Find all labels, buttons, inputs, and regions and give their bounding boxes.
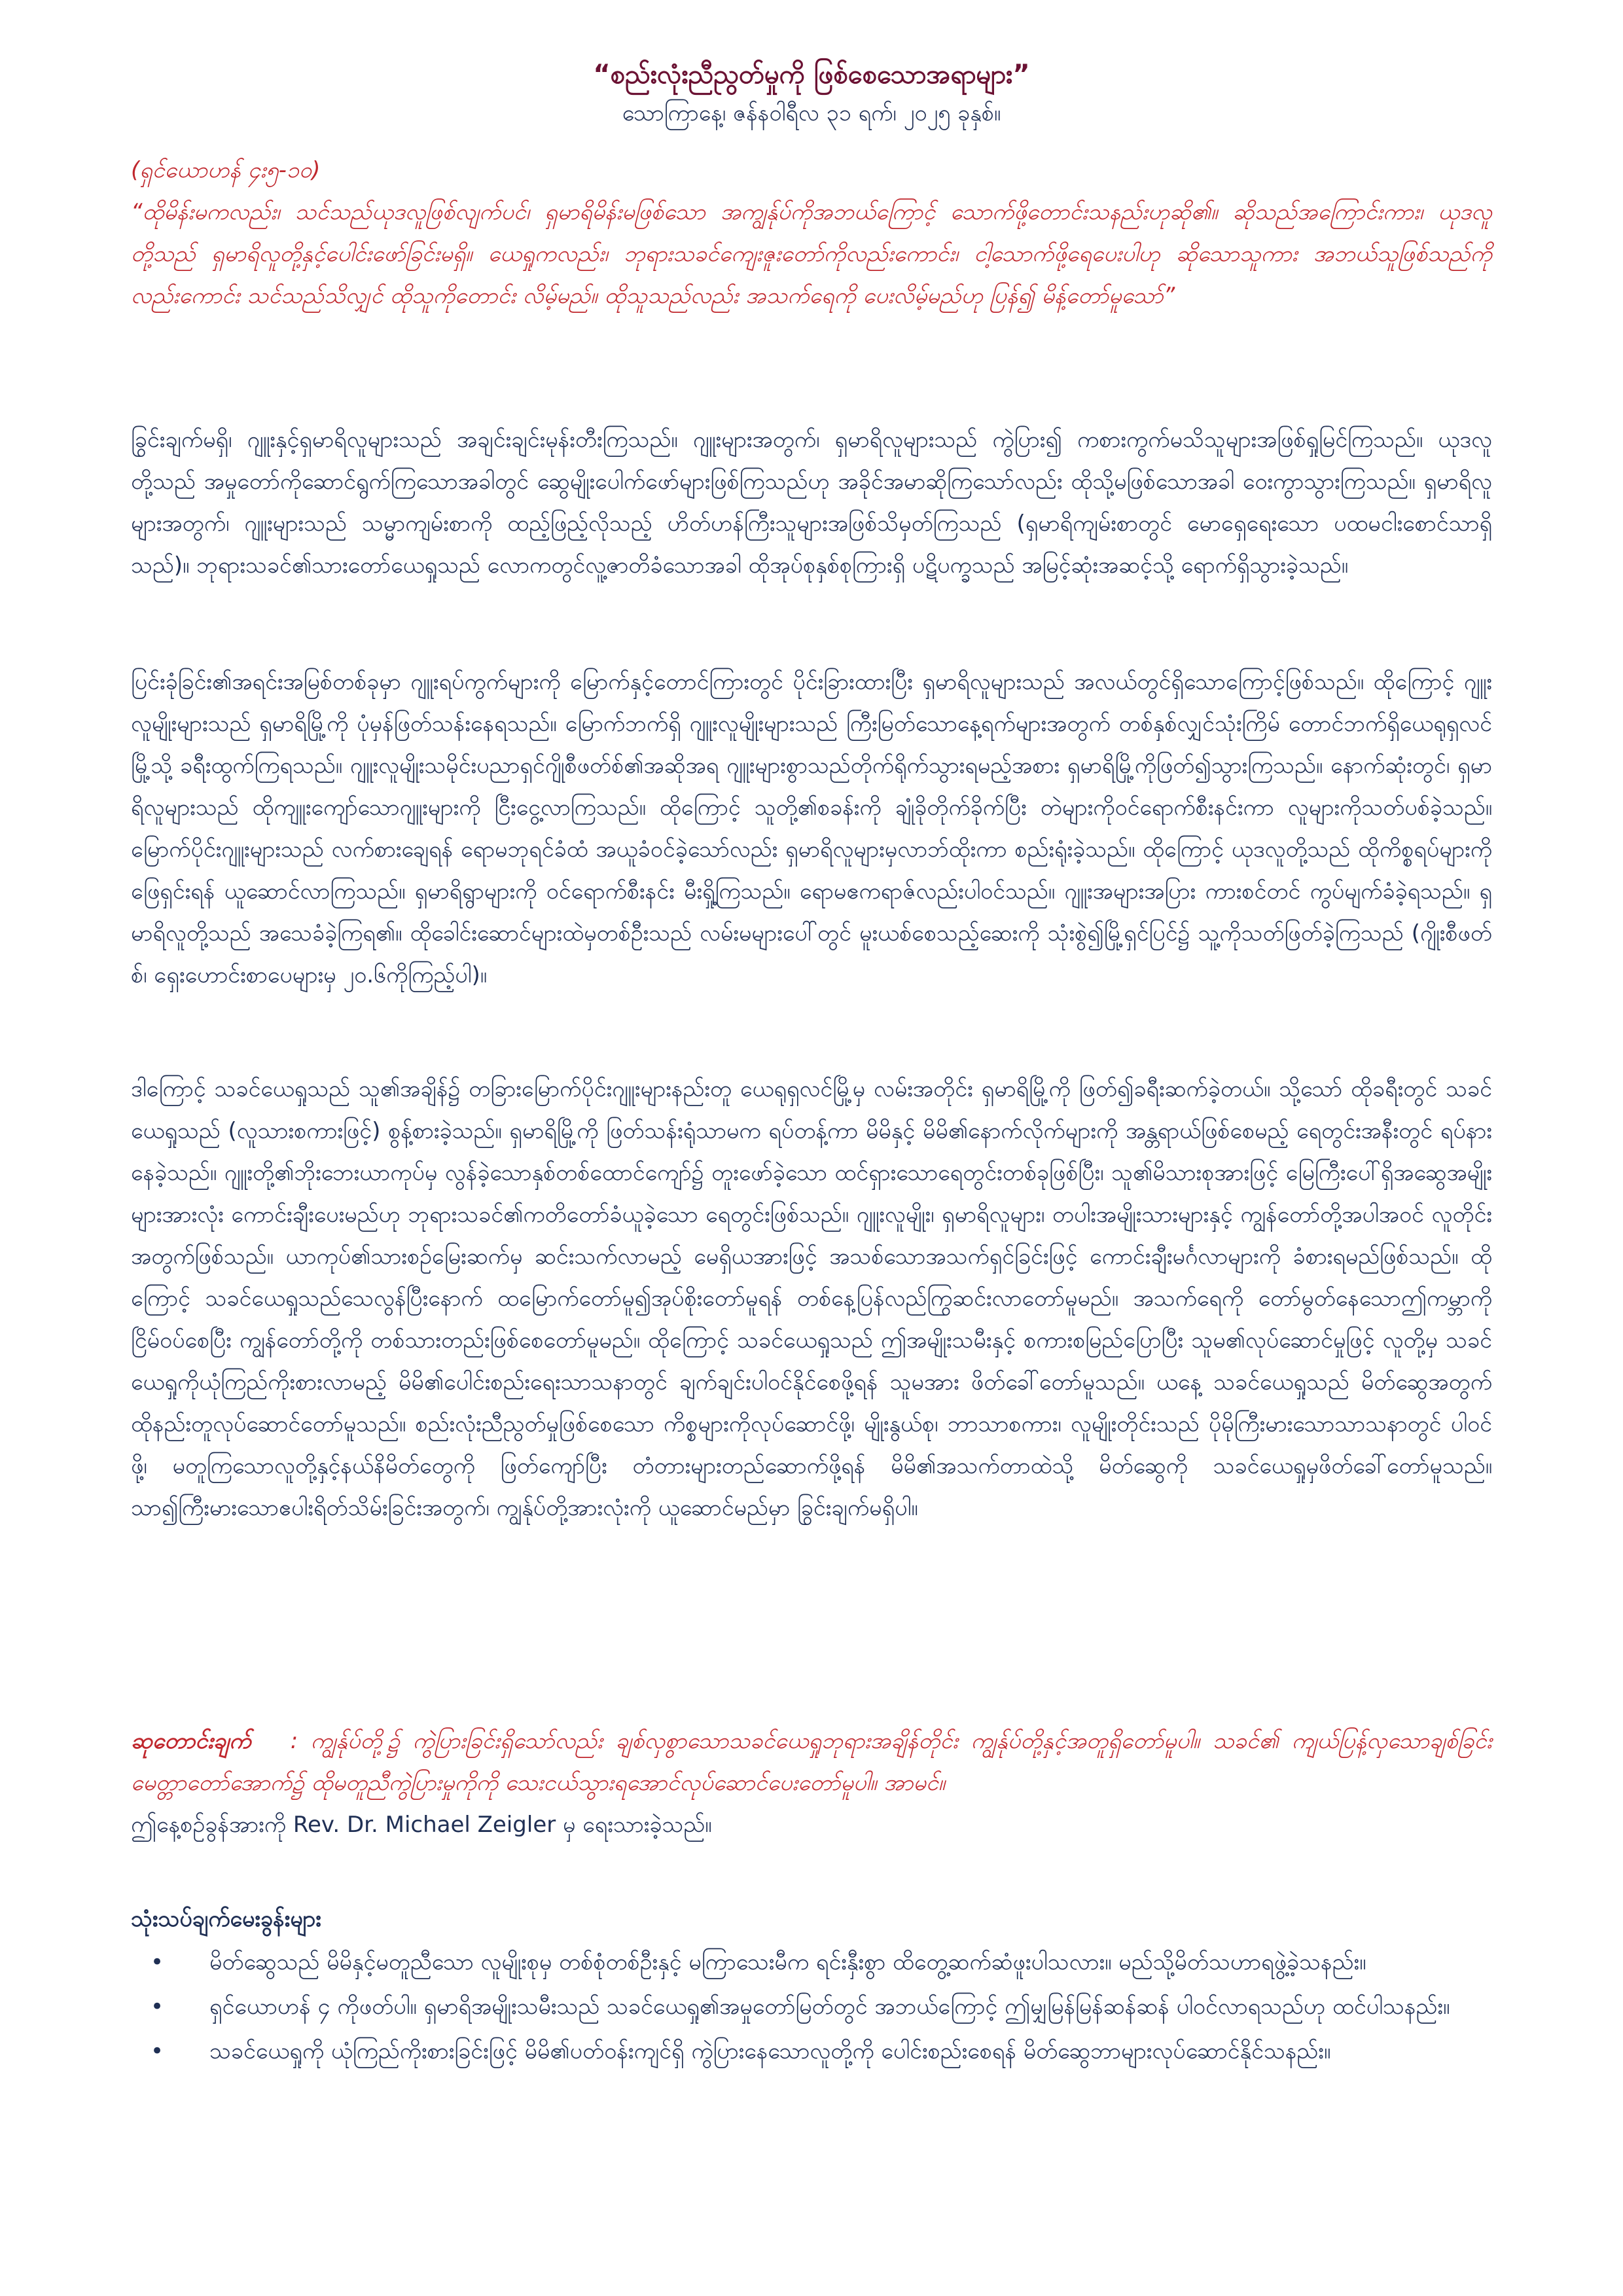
page-title: “စည်းလုံးညီညွတ်မှုကို ဖြစ်စေသောအရာများ” — [593, 60, 1030, 90]
question-text: သခင်ယေရှုကို ယုံကြည်ကိုးစားခြင်းဖြင့် မိမိ၏ပတ်ဝန်းကျင်ရှိ ကွဲပြားနေသောလူတို့ကို ပေါင်းစည်းစေရန် မိတ်ဆွေဘာများလုပ်ဆောင်နိုင်သနည်း။ — [209, 2038, 1331, 2064]
bullet-icon: • — [151, 1994, 164, 2020]
bullet-icon: • — [151, 2038, 164, 2064]
prayer-section — [131, 1720, 1492, 1804]
list-item — [131, 1986, 1492, 2028]
list-item — [131, 2030, 1492, 2072]
author-line: ဤနေ့စဉ်ခွန်အားကို Rev. Dr. Michael Zeigler မှ ရေးသားခဲ့သည်။ — [131, 1812, 712, 1838]
body-paragraph-3: ဒါကြောင့် သခင်ယေရှုသည် သူ၏အချိန်၌ တခြားမြောက်ပိုင်းဂျူးများနည်းတူ ယေရုရှလင်မြို့မှ လမ်းအတိုင်း ရှမာရိမြို့ကို ဖြတ်၍ခရီးဆက်ခဲ့တယ်။ သို့သော် ထိုခရီးတွင် သခင်ယေရှုသည် (လူသားစကားဖြင့်) စွန့်စားခဲ့သည်။ ရှမာရိမြို့ကို ဖြတ်သန်းရုံသာမက ရပ်တန့်ကာ မိမိနှင့် မိမိ၏နောက်လိုက်များကို အန္တရာယ်ဖြစ်စေမည့် ရေတွင်းအနီးတွင် ရပ်နားနေခဲ့သည်။ ဂျူးတို့၏ဘိုးဘေးယာကုပ်မှ လွန်ခဲ့သောနှစ်တစ်ထောင်ကျော်၌ တူးဖော်ခဲ့သော ထင်ရှားသောရေတွင်းတစ်ခုဖြစ်ပြီး၊ သူ၏မိသားစုအားဖြင့် မြေကြီးပေါ်ရှိအဆွေအမျိုးများအားလုံး ကောင်းချီးပေးမည်ဟု ဘုရားသခင်၏ကတိတော်ခံယူခဲ့သော ရေတွင်းဖြစ်သည်။ ဂျူးလူမျိုး၊ ရှမာရိလူများ၊ တပါးအမျိုးသားများနှင့် ကျွန်တော်တို့အပါအဝင် လူတိုင်းအတွက်ဖြစ်သည်။ ယာကုပ်၏သားစဉ်မြေးဆက်မှ ဆင်းသက်လာမည့် မေရှိယအားဖြင့် အသစ်သောအသက်ရှင်ခြင်းဖြင့် ကောင်းချီးမင်္ဂလာများကို ခံစားရမည်ဖြစ်သည်။ ထိုကြောင့် သခင်ယေရှုသည်သေလွန်ပြီးနောက် ထမြောက်တော်မူ၍အုပ်စိုးတော်မူရန် တစ်နေ့ပြန်လည်ကြွဆင်းလာတော်မူမည်။ အသက်ရေကို တော်မွတ်နေသောဤကမ္ဘာကို ငြိမ်ဝပ်စေပြီး ကျွန်တော်တို့ကို တစ်သားတည်းဖြစ်စေတော်မူမည်။ ထိုကြောင့် သခင်ယေရှုသည် ဤအမျိုးသမီးနှင့် စကားစမြည်ပြောပြီး သူမ၏လုပ်ဆောင်မှုဖြင့် လူတို့မှ သခင်ယေရှုကိုယုံကြည်ကိုးစားလာမည့် မိမိ၏ပေါင်းစည်းရေးသာသနာတွင် ချက်ချင်းပါဝင်နိုင်စေဖို့ရန် သူမအား ဖိတ်ခေါ်တော်မူသည်။ ယနေ့ သခင်ယေရှုသည် မိတ်ဆွေအတွက် ထိုနည်းတူလုပ်ဆောင်တော်မူသည်။ စည်းလုံးညီညွတ်မှုဖြစ်စေသော ကိစ္စများကိုလုပ်ဆောင်ဖို့၊ မျိုးနွယ်စု၊ ဘာသာစကား၊ လူမျိုးတိုင်းသည် ပိုမိုကြီးမားသောသာသနာတွင် ပါဝင်ဖို့၊ မတူကြသောလူတို့နှင့်နယ်နိမိတ်တွေကို ဖြတ်ကျော်ပြီး တံတားများတည်ဆောက်ဖို့ရန် မိမိ၏အသက်တာထဲသို့ မိတ်ဆွေကို သခင်ယေရှုမှဖိတ်ခေါ်တော်မူသည်။ သာ၍ကြီးမားသောဧပါးရိတ်သိမ်းခြင်းအတွက်၊ ကျွန်ုပ်တို့အားလုံးကို ယူဆောင်မည်မှာ ခြွင်းချက်မရှိပါ။ — [131, 1076, 1492, 1521]
date-line: သောကြာနေ့၊ ဇန်နဝါရီလ ၃၁ ရက်၊ ၂၀၂၅ ခုနှစ်။ — [622, 100, 1001, 126]
question-text: မိတ်ဆွေသည် မိမိနှင့်မတူညီသော လူမျိုးစုမှ တစ်စုံတစ်ဦးနှင့် မကြာသေးမီက ရင်းနှီးစွာ ထိတွေ့ဆက်ဆံဖူးပါသလား။ မည်သို့မိတ်သဟာရဖွဲ့ခဲ့သနည်း။ — [209, 1949, 1366, 1975]
scripture-reference: (ရှင်ယောဟန် ၄း၅-၁၀) — [131, 157, 321, 183]
body-paragraph-1: ခြွင်းချက်မရှိ၊ ဂျူးနှင့်ရှမာရိလူများသည် အချင်းချင်းမုန်းတီးကြသည်။ ဂျူးများအတွက်၊ ရှမာရိလူများသည် ကွဲပြား၍ ကစားကွက်မသိသူများအဖြစ်ရှုမြင်ကြသည်။ ယုဒလူတို့သည် အမှုတော်ကိုဆောင်ရွက်ကြသောအခါတွင် ဆွေမျိုးပေါက်ဖော်များဖြစ်ကြသည်ဟု အခိုင်အမာဆိုကြသော်လည်း ထိုသို့မဖြစ်သောအခါ ဝေးကွာသွားကြသည်။ ရှမာရိလူများအတွက်၊ ဂျူးများသည် သမ္မာကျမ်းစာကို ထည့်ဖြည့်လိုသည့် ဟိတ်ဟန်ကြီးသူများအဖြစ်သိမှတ်ကြသည် (ရှမာရိကျမ်းစာတွင် မောရှေရေးသော ပထမငါးစောင်သာရှိသည်)။ ဘုရားသခင်၏သားတော်ယေရှုသည် လောကတွင်လူ့ဇာတိခံသောအခါ ထိုအုပ်စုနှစ်စုကြားရှိ ပဋိပက္ခသည် အမြင့်ဆုံးအဆင့်သို့ ရောက်ရှိသွားခဲ့သည်။ — [131, 427, 1492, 579]
bullet-icon: • — [151, 1949, 164, 1975]
questions-list — [131, 1941, 1492, 2075]
questions-heading: သုံးသပ်ချက်မေးခွန်းများ — [131, 1906, 321, 1932]
prayer-text: : ကျွန်ုပ်တို့၌ ကွဲပြားခြင်းရှိသော်လည်း ချစ်လှစွာသောသခင်ယေရှုဘုရားအချိန်တိုင်း ကျွန်ုပ်တို့နှင့်အတူရှိတော်မူပါ။ သခင်၏ ကျယ်ပြန့်လှသောချစ်ခြင်းမေတ္တာတော်အောက်၌ ထိုမတူညီကွဲပြားမှုကိုကို သေးငယ်သွားရအောင်လုပ်ဆောင်ပေးတော်မူပါ။ အာမင်။ — [131, 1728, 1492, 1796]
scripture-quote: “ထိုမိန်းမကလည်း၊ သင်သည်ယုဒလူဖြစ်လျက်ပင်၊ ရှမာရိမိန်းမဖြစ်သော အကျွန်ုပ်ကိုအဘယ်ကြောင့် သောက်ဖို့တောင်းသနည်းဟုဆို၏။ ဆိုသည်အကြောင်းကား၊ ယုဒလူတို့သည် ရှမာရိလူတို့နှင့်ပေါင်းဖော်ခြင်းမရှိ။ ယေရှုကလည်း၊ ဘုရားသခင်ကျေးဇူးတော်ကိုလည်းကောင်း၊ ငါ့သောက်ဖို့ရေပေးပါဟု ဆိုသောသူကား အဘယ်သူဖြစ်သည်ကိုလည်းကောင်း သင်သည်သိလျှင် ထိုသူကိုတောင်း လိမ့်မည်။ ထိုသူသည်လည်း အသက်ရေကို ပေးလိမ့်မည်ဟု ပြန်၍ မိန့်တော်မူသော်” — [131, 199, 1492, 309]
question-text: ရှင်ယောဟန် ၄ ကိုဖတ်ပါ။ ရှမာရိအမျိုးသမီးသည် သခင်ယေရှု၏အမှုတော်မြတ်တွင် အဘယ်ကြောင့် ဤမျှမြန်မြန်ဆန်ဆန် ပါဝင်လာရသည်ဟု ထင်ပါသနည်း။ — [209, 1994, 1450, 2020]
body-paragraph-2: ပြင်းခုံခြင်း၏အရင်းအမြစ်တစ်ခုမှာ ဂျူးရပ်ကွက်များကို မြောက်နှင့်တောင်ကြားတွင် ပိုင်းခြားထားပြီး ရှမာရိလူများသည် အလယ်တွင်ရှိသောကြောင့်ဖြစ်သည်။ ထိုကြောင့် ဂျူးလူမျိုးများသည် ရှမာရိမြို့ကို ပုံမှန်ဖြတ်သန်းနေရသည်။ မြောက်ဘက်ရှိ ဂျူးလူမျိုးများသည် ကြီးမြတ်သောနေ့ရက်များအတွက် တစ်နှစ်လျှင်သုံးကြိမ် တောင်ဘက်ရှိယေရုရှလင်မြို့သို့ ခရီးထွက်ကြရသည်။ ဂျူးလူမျိုးသမိုင်းပညာရှင်ဂျိုစီဖတ်စ်၏အဆိုအရ ဂျူးများစွာသည်တိုက်ရိုက်သွားရမည့်အစား ရှမာရိမြို့ကိုဖြတ်၍သွားကြသည်။ နောက်ဆုံးတွင်၊ ရှမာရိလူများသည် ထိုကျူးကျော်သောဂျူးများကို ငြီးငွေ့လာကြသည်။ ထိုကြောင့် သူတို့၏စခန်းကို ချုံခိုတိုက်ခိုက်ပြီး တဲများကိုဝင်ရောက်စီးနင်းကာ လူများကိုသတ်ပစ်ခဲ့သည်။ မြောက်ပိုင်းဂျူးများသည် လက်စားချေရန် ရောမဘုရင်ခံထံ အယူခံဝင်ခဲ့သော်လည်း ရှမာရိလူများမှလာဘ်ထိုးကာ စည်းရုံးခဲ့သည်။ ထိုကြောင့် ယုဒလူတို့သည် ထိုကိစ္စရပ်များကိုဖြေရှင်းရန် ယူဆောင်လာကြသည်။ ရှမာရိရွာများကို ဝင်ရောက်စီးနင်း မီးရှို့ကြသည်။ ရောမဧကရာဇ်လည်းပါဝင်သည်။ ဂျူးအများအပြား ကားစင်တင် ကွပ်မျက်ခံခဲ့ရသည်။ ရှမာရိလူတို့သည် အသေခံခဲ့ကြရ၏။ ထိုခေါင်းဆောင်များထဲမှတစ်ဦးသည် လမ်းမများပေါ်တွင် မူးယစ်စေသည့်ဆေးကို သုံးစွဲ၍မြို့ရှင်ပြင်၌ သူ့ကိုသတ်ဖြတ်ခဲ့ကြသည် (ဂျိုးစီဖတ်စ်၊ ရှေးဟောင်းစာပေများမှ ၂၀.၆ကိုကြည့်ပါ)။ — [131, 669, 1492, 988]
list-item — [131, 1941, 1492, 1983]
prayer-label: ဆုတောင်းချက် — [131, 1728, 251, 1754]
